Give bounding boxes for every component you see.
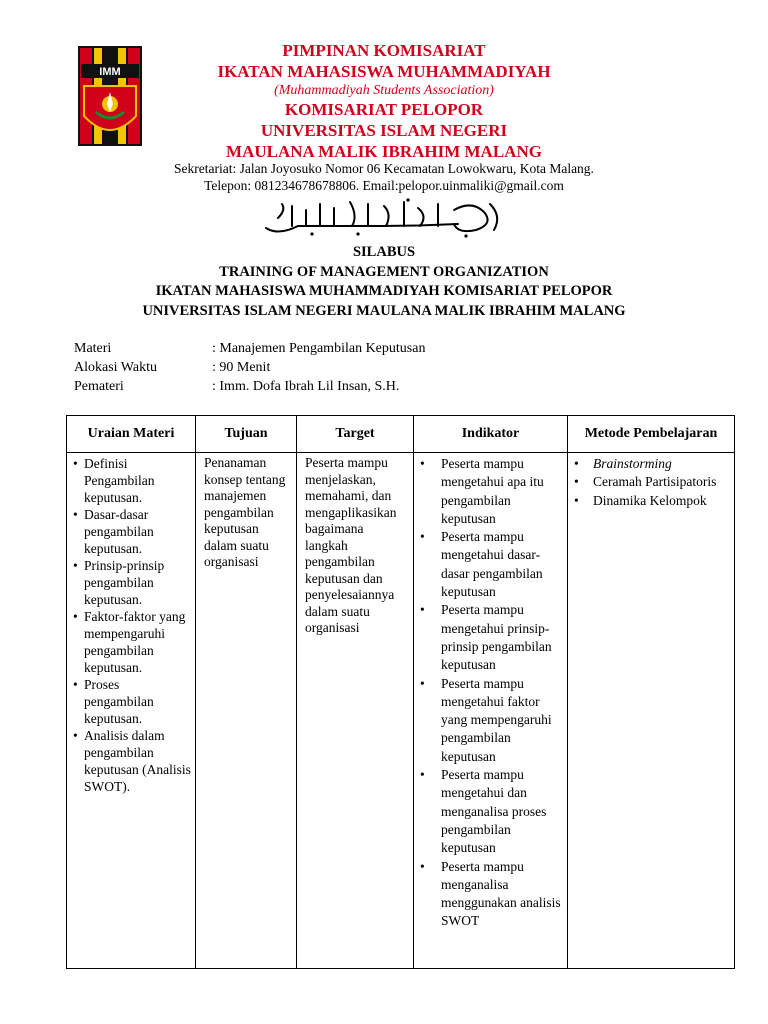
info-label: Pemateri	[74, 379, 124, 394]
info-value: : Imm. Dofa Ibrah Lil Insan, S.H.	[212, 379, 400, 394]
info-label: Materi	[74, 341, 112, 356]
header-metode: Metode Pembelajaran	[568, 416, 735, 453]
university-name: UNIVERSITAS ISLAM NEGERI	[260, 121, 508, 140]
list-item: • Prinsip-prinsip pengambilan keputusan.	[71, 557, 191, 608]
info-value: : Manajemen Pengambilan Keputusan	[212, 341, 426, 356]
header-uraian-materi: Uraian Materi	[67, 416, 196, 453]
session-info	[74, 339, 425, 396]
info-row-materi	[74, 339, 425, 358]
org-english-name: (Muhammadiyah Students Association)	[274, 83, 494, 98]
header-target: Target	[297, 416, 414, 453]
secretariat-address: Sekretariat: Jalan Joyosuko Nomor 06 Kecamatan Lowokwaru, Kota Malang.	[174, 161, 594, 176]
cell-metode	[568, 453, 735, 969]
list-item: • Analisis dalam pengambilan keputusan (Analisis SWOT).	[71, 727, 191, 795]
info-row-pemateri	[74, 377, 425, 396]
title-training: TRAINING OF MANAGEMENT ORGANIZATION	[219, 263, 549, 280]
org-level: PIMPINAN KOMISARIAT	[282, 41, 486, 60]
letterhead	[140, 40, 628, 162]
list-item: • Definisi Pengambilan keputusan.	[71, 455, 191, 506]
table-row	[67, 453, 735, 969]
imm-logo	[78, 46, 142, 146]
table-header-row	[67, 416, 735, 453]
list-item: • Dinamika Kelompok	[572, 492, 730, 510]
list-item: • Peserta mampu mengetahui prinsip-prinsip pengambilan keputusan	[418, 601, 563, 674]
logo-shield	[78, 46, 142, 146]
info-row-alokasi	[74, 358, 425, 377]
list-item: • Peserta mampu mengetahui dasar-dasar pengambilan keputusan	[418, 528, 563, 601]
syllabus-table	[66, 415, 735, 969]
list-item: • Peserta mampu menganalisa menggunakan analisis SWOT	[418, 858, 563, 931]
basmalah-calligraphy	[258, 196, 510, 240]
list-item: • Dasar-dasar pengambilan keputusan.	[71, 506, 191, 557]
info-value: : 90 Menit	[212, 360, 271, 375]
list-item	[572, 455, 730, 473]
cell-uraian-materi	[67, 453, 196, 969]
title-organization: IKATAN MAHASISWA MUHAMMADIYAH KOMISARIAT PELOPOR	[155, 283, 613, 299]
cell-indikator	[414, 453, 568, 969]
header-tujuan: Tujuan	[196, 416, 297, 453]
address-block	[100, 160, 668, 194]
list-item: • Faktor-faktor yang mempengaruhi pengambilan keputusan.	[71, 608, 191, 676]
list-item: • Ceramah Partisipatoris	[572, 473, 730, 491]
list-item: • Peserta mampu mengetahui faktor yang mempengaruhi pengambilan keputusan	[418, 675, 563, 766]
list-item: • Proses pengambilan keputusan.	[71, 676, 191, 727]
contact-line: Telepon: 081234678678806. Email:pelopor.uinmaliki@gmail.com	[204, 178, 564, 193]
title-silabus: SILABUS	[352, 244, 416, 260]
university-name-2: MAULANA MALIK IBRAHIM MALANG	[226, 142, 542, 161]
title-university: UNIVERSITAS ISLAM NEGERI MAULANA MALIK IBRAHIM MALANG	[142, 302, 626, 319]
list-item: • Peserta mampu mengetahui dan menganalisa proses pengambilan keputusan	[418, 766, 563, 857]
header-indikator: Indikator	[414, 416, 568, 453]
method-brainstorming: Brainstorming	[593, 456, 672, 471]
cell-tujuan: Penanaman konsep tentang manajemen pengambilan keputusan dalam suatu organisasi	[196, 453, 297, 969]
cell-target: Peserta mampu menjelaskan, memahami, dan mengaplikasikan bagaimana langkah pengambilan keputusan dan penyelesaiannya dalam suatu organisasi	[297, 453, 414, 969]
info-label: Alokasi Waktu	[74, 360, 157, 375]
document-title	[60, 243, 708, 321]
commissariat-name: KOMISARIAT PELOPOR	[284, 100, 484, 119]
org-name: IKATAN MAHASISWA MUHAMMADIYAH	[217, 62, 551, 81]
list-item: • Peserta mampu mengetahui apa itu pengambilan keputusan	[418, 455, 563, 528]
logo-text: IMM	[99, 66, 121, 78]
